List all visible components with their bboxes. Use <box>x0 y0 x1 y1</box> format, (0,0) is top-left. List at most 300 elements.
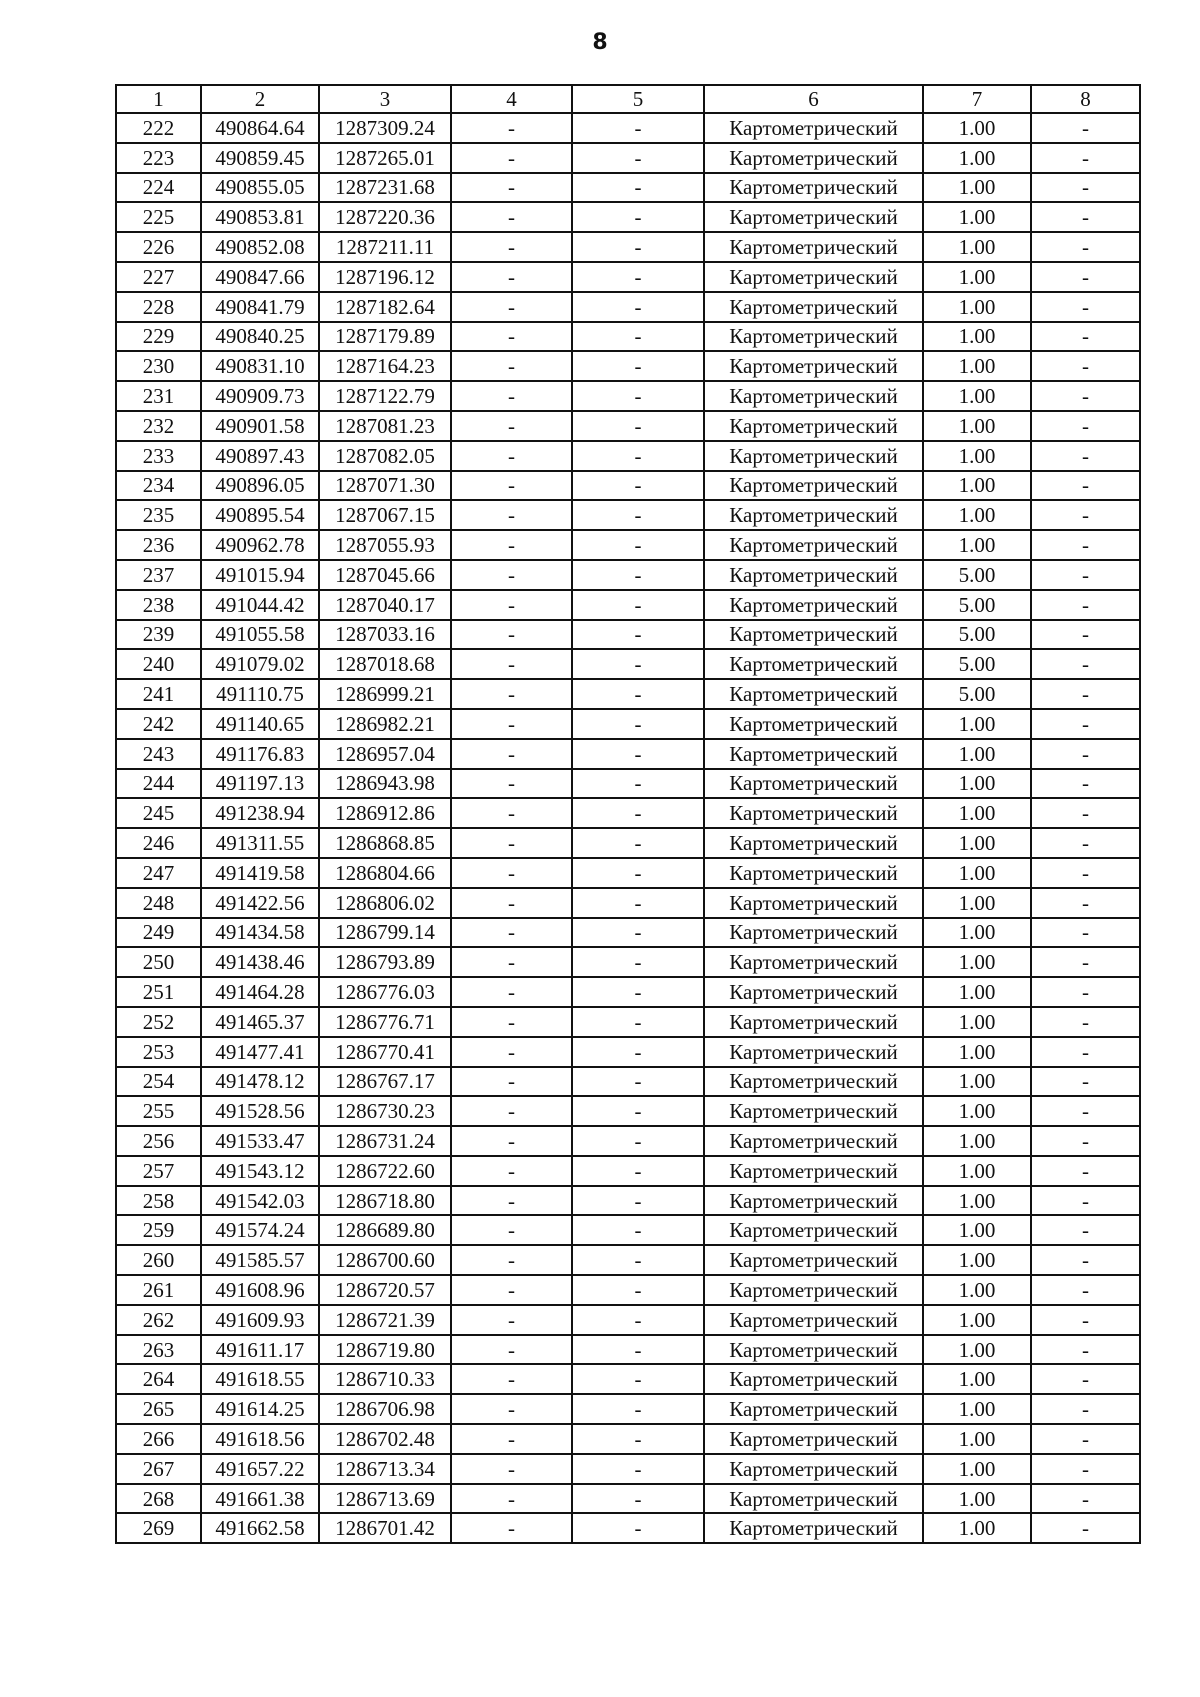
method-cell: Картометрический <box>704 530 923 560</box>
col5-cell: - <box>572 1424 704 1454</box>
col5-cell: - <box>572 858 704 888</box>
method-cell: Картометрический <box>704 769 923 799</box>
method-cell: Картометрический <box>704 709 923 739</box>
col4-cell: - <box>451 232 572 262</box>
y-coordinate-cell: 1287055.93 <box>319 530 451 560</box>
y-coordinate-cell: 1286701.42 <box>319 1513 451 1543</box>
col4-cell: - <box>451 292 572 322</box>
point-number-cell: 258 <box>116 1186 201 1216</box>
col8-cell: - <box>1031 1305 1140 1335</box>
page-number: 8 <box>592 30 608 55</box>
accuracy-cell: 1.00 <box>923 798 1031 828</box>
col4-cell: - <box>451 590 572 620</box>
accuracy-cell: 5.00 <box>923 590 1031 620</box>
method-cell: Картометрический <box>704 1096 923 1126</box>
y-coordinate-cell: 1286804.66 <box>319 858 451 888</box>
y-coordinate-cell: 1287122.79 <box>319 381 451 411</box>
col4-cell: - <box>451 530 572 560</box>
accuracy-cell: 1.00 <box>923 471 1031 501</box>
method-cell: Картометрический <box>704 649 923 679</box>
table-row <box>116 113 1140 143</box>
col4-cell: - <box>451 709 572 739</box>
x-coordinate-cell: 491434.58 <box>201 918 319 948</box>
col8-cell: - <box>1031 560 1140 590</box>
accuracy-cell: 1.00 <box>923 1335 1031 1365</box>
col4-cell: - <box>451 828 572 858</box>
method-cell: Картометрический <box>704 500 923 530</box>
col5-cell: - <box>572 471 704 501</box>
col4-cell: - <box>451 1215 572 1245</box>
col4-cell: - <box>451 1096 572 1126</box>
col5-cell: - <box>572 739 704 769</box>
col4-cell: - <box>451 1126 572 1156</box>
table-row <box>116 828 1140 858</box>
point-number-cell: 224 <box>116 173 201 203</box>
col4-cell: - <box>451 918 572 948</box>
col8-cell: - <box>1031 1275 1140 1305</box>
col5-cell: - <box>572 530 704 560</box>
accuracy-cell: 1.00 <box>923 1186 1031 1216</box>
x-coordinate-cell: 490847.66 <box>201 262 319 292</box>
method-cell: Картометрический <box>704 1067 923 1097</box>
col4-cell: - <box>451 1484 572 1514</box>
table-row <box>116 888 1140 918</box>
col5-cell: - <box>572 351 704 381</box>
point-number-cell: 231 <box>116 381 201 411</box>
method-cell: Картометрический <box>704 828 923 858</box>
y-coordinate-cell: 1286702.48 <box>319 1424 451 1454</box>
x-coordinate-cell: 491478.12 <box>201 1067 319 1097</box>
point-number-cell: 249 <box>116 918 201 948</box>
point-number-cell: 263 <box>116 1335 201 1365</box>
accuracy-cell: 1.00 <box>923 292 1031 322</box>
point-number-cell: 254 <box>116 1067 201 1097</box>
col4-cell: - <box>451 322 572 352</box>
col5-cell: - <box>572 918 704 948</box>
col4-cell: - <box>451 1186 572 1216</box>
table-row <box>116 381 1140 411</box>
table-row <box>116 1126 1140 1156</box>
accuracy-cell: 5.00 <box>923 649 1031 679</box>
x-coordinate-cell: 491311.55 <box>201 828 319 858</box>
col8-cell: - <box>1031 173 1140 203</box>
table-row <box>116 620 1140 650</box>
col4-cell: - <box>451 1454 572 1484</box>
col4-cell: - <box>451 471 572 501</box>
col8-cell: - <box>1031 113 1140 143</box>
col5-cell: - <box>572 649 704 679</box>
point-number-cell: 236 <box>116 530 201 560</box>
x-coordinate-cell: 491044.42 <box>201 590 319 620</box>
col5-cell: - <box>572 769 704 799</box>
col8-cell: - <box>1031 1126 1140 1156</box>
table-row <box>116 441 1140 471</box>
y-coordinate-cell: 1286710.33 <box>319 1364 451 1394</box>
col8-cell: - <box>1031 1424 1140 1454</box>
y-coordinate-cell: 1287040.17 <box>319 590 451 620</box>
col5-cell: - <box>572 202 704 232</box>
table-row <box>116 1484 1140 1514</box>
accuracy-cell: 1.00 <box>923 947 1031 977</box>
col5-cell: - <box>572 1215 704 1245</box>
y-coordinate-cell: 1287067.15 <box>319 500 451 530</box>
point-number-cell: 244 <box>116 769 201 799</box>
col8-cell: - <box>1031 322 1140 352</box>
col4-cell: - <box>451 1275 572 1305</box>
x-coordinate-cell: 490962.78 <box>201 530 319 560</box>
y-coordinate-cell: 1286912.86 <box>319 798 451 828</box>
table-row <box>116 1335 1140 1365</box>
x-coordinate-cell: 491438.46 <box>201 947 319 977</box>
col5-cell: - <box>572 1305 704 1335</box>
x-coordinate-cell: 491662.58 <box>201 1513 319 1543</box>
x-coordinate-cell: 490855.05 <box>201 173 319 203</box>
y-coordinate-cell: 1287231.68 <box>319 173 451 203</box>
col8-cell: - <box>1031 977 1140 1007</box>
x-coordinate-cell: 490896.05 <box>201 471 319 501</box>
method-cell: Картометрический <box>704 679 923 709</box>
col5-cell: - <box>572 1275 704 1305</box>
y-coordinate-cell: 1286720.57 <box>319 1275 451 1305</box>
method-cell: Картометрический <box>704 292 923 322</box>
col4-cell: - <box>451 1364 572 1394</box>
col5-cell: - <box>572 1037 704 1067</box>
col5-cell: - <box>572 262 704 292</box>
col5-cell: - <box>572 1335 704 1365</box>
col4-cell: - <box>451 351 572 381</box>
method-cell: Картометрический <box>704 590 923 620</box>
y-coordinate-cell: 1287196.12 <box>319 262 451 292</box>
method-cell: Картометрический <box>704 1364 923 1394</box>
y-coordinate-cell: 1286982.21 <box>319 709 451 739</box>
x-coordinate-cell: 491419.58 <box>201 858 319 888</box>
x-coordinate-cell: 490909.73 <box>201 381 319 411</box>
table-row <box>116 977 1140 1007</box>
x-coordinate-cell: 491608.96 <box>201 1275 319 1305</box>
x-coordinate-cell: 490859.45 <box>201 143 319 173</box>
table-row <box>116 500 1140 530</box>
point-number-cell: 227 <box>116 262 201 292</box>
table-row <box>116 322 1140 352</box>
table-row <box>116 1007 1140 1037</box>
point-number-cell: 269 <box>116 1513 201 1543</box>
col5-cell: - <box>572 381 704 411</box>
accuracy-cell: 1.00 <box>923 411 1031 441</box>
col5-cell: - <box>572 1126 704 1156</box>
point-number-cell: 252 <box>116 1007 201 1037</box>
col8-cell: - <box>1031 590 1140 620</box>
accuracy-cell: 1.00 <box>923 769 1031 799</box>
method-cell: Картометрический <box>704 739 923 769</box>
col8-cell: - <box>1031 828 1140 858</box>
method-cell: Картометрический <box>704 411 923 441</box>
y-coordinate-cell: 1286689.80 <box>319 1215 451 1245</box>
col8-cell: - <box>1031 143 1140 173</box>
method-cell: Картометрический <box>704 947 923 977</box>
col5-cell: - <box>572 292 704 322</box>
col8-cell: - <box>1031 471 1140 501</box>
col8-cell: - <box>1031 1215 1140 1245</box>
col4-cell: - <box>451 798 572 828</box>
col5-cell: - <box>572 232 704 262</box>
x-coordinate-cell: 491464.28 <box>201 977 319 1007</box>
col4-cell: - <box>451 1335 572 1365</box>
point-number-cell: 246 <box>116 828 201 858</box>
x-coordinate-cell: 491015.94 <box>201 560 319 590</box>
table-row <box>116 411 1140 441</box>
y-coordinate-cell: 1286730.23 <box>319 1096 451 1126</box>
col5-cell: - <box>572 1513 704 1543</box>
col8-cell: - <box>1031 441 1140 471</box>
y-coordinate-cell: 1287182.64 <box>319 292 451 322</box>
col4-cell: - <box>451 977 572 1007</box>
col4-cell: - <box>451 500 572 530</box>
col4-cell: - <box>451 173 572 203</box>
accuracy-cell: 1.00 <box>923 500 1031 530</box>
accuracy-cell: 1.00 <box>923 113 1031 143</box>
table-row <box>116 262 1140 292</box>
col4-cell: - <box>451 888 572 918</box>
table-row <box>116 769 1140 799</box>
accuracy-cell: 1.00 <box>923 1126 1031 1156</box>
table-row <box>116 232 1140 262</box>
point-number-cell: 259 <box>116 1215 201 1245</box>
col8-cell: - <box>1031 1007 1140 1037</box>
x-coordinate-cell: 491609.93 <box>201 1305 319 1335</box>
col4-cell: - <box>451 1245 572 1275</box>
col4-cell: - <box>451 1394 572 1424</box>
point-number-cell: 226 <box>116 232 201 262</box>
column-header: 7 <box>923 85 1031 113</box>
y-coordinate-cell: 1286706.98 <box>319 1394 451 1424</box>
method-cell: Картометрический <box>704 1126 923 1156</box>
x-coordinate-cell: 491055.58 <box>201 620 319 650</box>
table-row <box>116 649 1140 679</box>
x-coordinate-cell: 491079.02 <box>201 649 319 679</box>
col5-cell: - <box>572 1156 704 1186</box>
col5-cell: - <box>572 143 704 173</box>
x-coordinate-cell: 490841.79 <box>201 292 319 322</box>
col8-cell: - <box>1031 1454 1140 1484</box>
method-cell: Картометрический <box>704 1513 923 1543</box>
col4-cell: - <box>451 1007 572 1037</box>
accuracy-cell: 1.00 <box>923 828 1031 858</box>
point-number-cell: 233 <box>116 441 201 471</box>
col8-cell: - <box>1031 1245 1140 1275</box>
point-number-cell: 260 <box>116 1245 201 1275</box>
point-number-cell: 250 <box>116 947 201 977</box>
x-coordinate-cell: 490853.81 <box>201 202 319 232</box>
y-coordinate-cell: 1287179.89 <box>319 322 451 352</box>
table-row <box>116 739 1140 769</box>
accuracy-cell: 1.00 <box>923 1364 1031 1394</box>
accuracy-cell: 1.00 <box>923 977 1031 1007</box>
col5-cell: - <box>572 1186 704 1216</box>
table-row <box>116 1394 1140 1424</box>
point-number-cell: 264 <box>116 1364 201 1394</box>
col4-cell: - <box>451 1156 572 1186</box>
y-coordinate-cell: 1287018.68 <box>319 649 451 679</box>
col8-cell: - <box>1031 918 1140 948</box>
accuracy-cell: 1.00 <box>923 739 1031 769</box>
table-row <box>116 1245 1140 1275</box>
y-coordinate-cell: 1286776.03 <box>319 977 451 1007</box>
accuracy-cell: 1.00 <box>923 1275 1031 1305</box>
col5-cell: - <box>572 888 704 918</box>
col4-cell: - <box>451 262 572 292</box>
y-coordinate-cell: 1286943.98 <box>319 769 451 799</box>
table-row <box>116 947 1140 977</box>
method-cell: Картометрический <box>704 202 923 232</box>
y-coordinate-cell: 1287071.30 <box>319 471 451 501</box>
table-row <box>116 1156 1140 1186</box>
method-cell: Картометрический <box>704 1007 923 1037</box>
table-row <box>116 1454 1140 1484</box>
accuracy-cell: 1.00 <box>923 173 1031 203</box>
accuracy-cell: 1.00 <box>923 1305 1031 1335</box>
col5-cell: - <box>572 679 704 709</box>
table-row <box>116 590 1140 620</box>
col8-cell: - <box>1031 709 1140 739</box>
accuracy-cell: 1.00 <box>923 1067 1031 1097</box>
col8-cell: - <box>1031 292 1140 322</box>
col8-cell: - <box>1031 1156 1140 1186</box>
accuracy-cell: 1.00 <box>923 1007 1031 1037</box>
point-number-cell: 266 <box>116 1424 201 1454</box>
x-coordinate-cell: 491614.25 <box>201 1394 319 1424</box>
method-cell: Картометрический <box>704 888 923 918</box>
method-cell: Картометрический <box>704 262 923 292</box>
accuracy-cell: 1.00 <box>923 530 1031 560</box>
accuracy-cell: 1.00 <box>923 202 1031 232</box>
table-row <box>116 1275 1140 1305</box>
table-row <box>116 471 1140 501</box>
col5-cell: - <box>572 709 704 739</box>
method-cell: Картометрический <box>704 1186 923 1216</box>
x-coordinate-cell: 491477.41 <box>201 1037 319 1067</box>
table-row <box>116 560 1140 590</box>
col4-cell: - <box>451 1037 572 1067</box>
table-row <box>116 1513 1140 1543</box>
method-cell: Картометрический <box>704 1484 923 1514</box>
table-row <box>116 1215 1140 1245</box>
accuracy-cell: 1.00 <box>923 1454 1031 1484</box>
point-number-cell: 229 <box>116 322 201 352</box>
table-row <box>116 351 1140 381</box>
table-row <box>116 173 1140 203</box>
point-number-cell: 267 <box>116 1454 201 1484</box>
col8-cell: - <box>1031 1037 1140 1067</box>
table-row <box>116 530 1140 560</box>
x-coordinate-cell: 491422.56 <box>201 888 319 918</box>
col5-cell: - <box>572 411 704 441</box>
point-number-cell: 234 <box>116 471 201 501</box>
accuracy-cell: 1.00 <box>923 441 1031 471</box>
col8-cell: - <box>1031 1484 1140 1514</box>
method-cell: Картометрический <box>704 977 923 1007</box>
point-number-cell: 268 <box>116 1484 201 1514</box>
table-header-row <box>116 85 1140 113</box>
accuracy-cell: 5.00 <box>923 560 1031 590</box>
col8-cell: - <box>1031 1364 1140 1394</box>
point-number-cell: 228 <box>116 292 201 322</box>
y-coordinate-cell: 1287033.16 <box>319 620 451 650</box>
x-coordinate-cell: 491661.38 <box>201 1484 319 1514</box>
col4-cell: - <box>451 143 572 173</box>
accuracy-cell: 1.00 <box>923 322 1031 352</box>
col5-cell: - <box>572 798 704 828</box>
col4-cell: - <box>451 113 572 143</box>
table-row <box>116 292 1140 322</box>
col4-cell: - <box>451 1305 572 1335</box>
y-coordinate-cell: 1287164.23 <box>319 351 451 381</box>
col5-cell: - <box>572 560 704 590</box>
x-coordinate-cell: 490852.08 <box>201 232 319 262</box>
table-row <box>116 1305 1140 1335</box>
method-cell: Картометрический <box>704 1394 923 1424</box>
method-cell: Картометрический <box>704 351 923 381</box>
col4-cell: - <box>451 560 572 590</box>
method-cell: Картометрический <box>704 322 923 352</box>
col5-cell: - <box>572 1364 704 1394</box>
accuracy-cell: 1.00 <box>923 1484 1031 1514</box>
table-row <box>116 1364 1140 1394</box>
method-cell: Картометрический <box>704 173 923 203</box>
table-row <box>116 709 1140 739</box>
point-number-cell: 240 <box>116 649 201 679</box>
col5-cell: - <box>572 113 704 143</box>
accuracy-cell: 1.00 <box>923 1037 1031 1067</box>
y-coordinate-cell: 1287211.11 <box>319 232 451 262</box>
y-coordinate-cell: 1286722.60 <box>319 1156 451 1186</box>
accuracy-cell: 1.00 <box>923 888 1031 918</box>
column-header: 2 <box>201 85 319 113</box>
method-cell: Картометрический <box>704 1037 923 1067</box>
table-row <box>116 858 1140 888</box>
x-coordinate-cell: 491528.56 <box>201 1096 319 1126</box>
col5-cell: - <box>572 441 704 471</box>
col4-cell: - <box>451 769 572 799</box>
point-number-cell: 242 <box>116 709 201 739</box>
col5-cell: - <box>572 977 704 1007</box>
table-row <box>116 1096 1140 1126</box>
accuracy-cell: 1.00 <box>923 1156 1031 1186</box>
column-header: 6 <box>704 85 923 113</box>
x-coordinate-cell: 491542.03 <box>201 1186 319 1216</box>
x-coordinate-cell: 491197.13 <box>201 769 319 799</box>
col8-cell: - <box>1031 1513 1140 1543</box>
point-number-cell: 239 <box>116 620 201 650</box>
table-row <box>116 679 1140 709</box>
y-coordinate-cell: 1286799.14 <box>319 918 451 948</box>
accuracy-cell: 1.00 <box>923 709 1031 739</box>
col5-cell: - <box>572 173 704 203</box>
col8-cell: - <box>1031 1186 1140 1216</box>
accuracy-cell: 1.00 <box>923 858 1031 888</box>
method-cell: Картометрический <box>704 858 923 888</box>
col8-cell: - <box>1031 1067 1140 1097</box>
x-coordinate-cell: 491110.75 <box>201 679 319 709</box>
col8-cell: - <box>1031 739 1140 769</box>
col8-cell: - <box>1031 947 1140 977</box>
col8-cell: - <box>1031 351 1140 381</box>
accuracy-cell: 1.00 <box>923 1394 1031 1424</box>
accuracy-cell: 1.00 <box>923 918 1031 948</box>
method-cell: Картометрический <box>704 1335 923 1365</box>
col4-cell: - <box>451 1424 572 1454</box>
accuracy-cell: 1.00 <box>923 143 1031 173</box>
point-number-cell: 257 <box>116 1156 201 1186</box>
